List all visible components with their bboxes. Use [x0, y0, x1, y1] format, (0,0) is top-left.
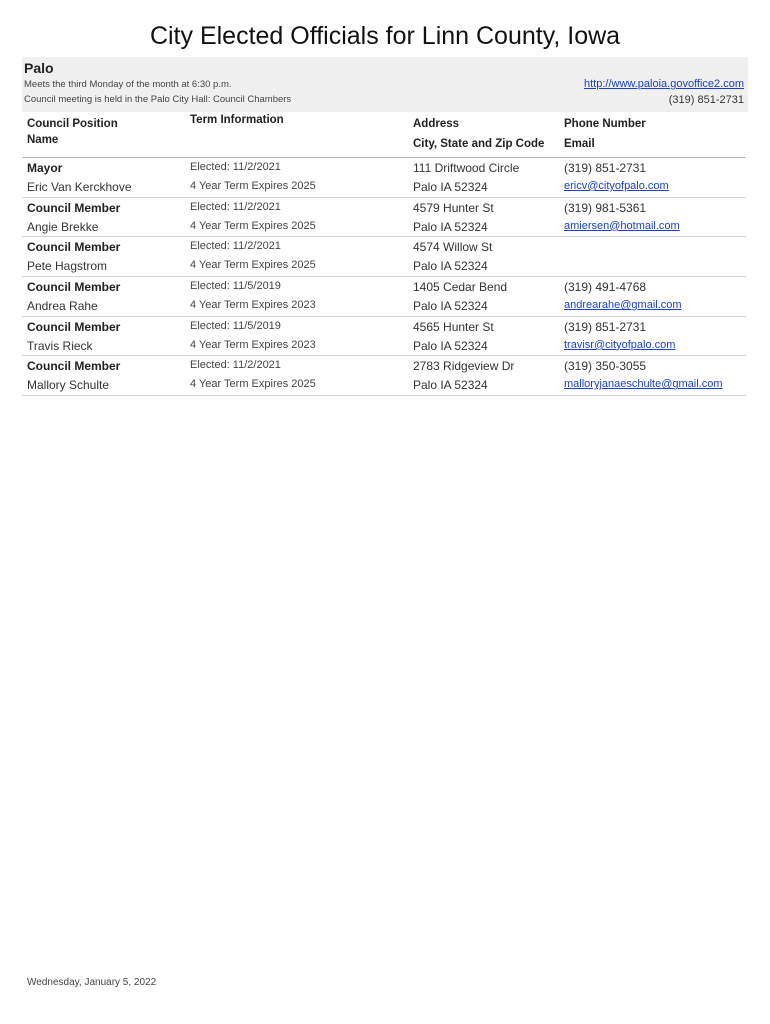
table-row [22, 356, 746, 396]
table-row [22, 198, 746, 238]
meeting-schedule: Meets the third Monday of the month at 6:30 p.m. [24, 79, 232, 90]
position-cell: Council Member [27, 200, 121, 215]
position-cell: Council Member [27, 319, 121, 334]
term-cell: 4 Year Term Expires 2023 [190, 338, 316, 351]
name-cell: Travis Rieck [27, 338, 93, 353]
address-cell: 111 Driftwood Circle [413, 161, 520, 175]
term-cell: 4 Year Term Expires 2025 [190, 219, 316, 232]
elected-cell: Elected: 11/2/2021 [190, 200, 281, 213]
name-cell: Andrea Rahe [27, 299, 98, 314]
footer-date: Wednesday, January 5, 2022 [27, 977, 157, 988]
email-link[interactable]: travisr@cityofpalo.com [564, 338, 676, 351]
column-header-phone [564, 116, 646, 152]
city-website-link[interactable]: http://www.paloia.govoffice2.com [584, 78, 744, 90]
city-name: Palo [24, 60, 54, 76]
city-zip-cell: Palo IA 52324 [413, 219, 488, 234]
column-header-phone-label: Phone Number [564, 118, 646, 130]
city-zip-cell: Palo IA 52324 [413, 259, 488, 274]
term-cell: 4 Year Term Expires 2023 [190, 299, 316, 312]
address-cell: 4579 Hunter St [413, 200, 494, 215]
phone-cell: (319) 851-2731 [564, 319, 647, 334]
name-cell: Pete Hagstrom [27, 259, 108, 274]
position-cell: Council Member [27, 280, 121, 295]
column-header-position [27, 116, 118, 148]
term-cell: 4 Year Term Expires 2025 [190, 378, 316, 391]
elected-cell: Elected: 11/5/2019 [190, 319, 281, 332]
phone-cell: (319) 350-3055 [564, 359, 647, 374]
table-row [22, 317, 746, 357]
email-link[interactable]: malloryjanaeschulte@gmail.com [564, 378, 723, 391]
term-cell: 4 Year Term Expires 2025 [190, 259, 316, 272]
city-zip-cell: Palo IA 52324 [413, 180, 488, 194]
city-zip-cell: Palo IA 52324 [413, 378, 488, 393]
phone-cell: (319) 981-5361 [564, 200, 647, 215]
column-header-cityzip-label: City, State and Zip Code [413, 138, 545, 150]
city-zip-cell: Palo IA 52324 [413, 338, 488, 353]
position-cell: Council Member [27, 359, 121, 374]
column-header-name-label: Name [27, 134, 59, 146]
city-zip-cell: Palo IA 52324 [413, 299, 488, 314]
position-cell: Mayor [27, 161, 63, 175]
city-header [22, 57, 748, 112]
email-link[interactable]: andrearahe@gmail.com [564, 299, 682, 312]
table-row [22, 237, 746, 277]
column-header-address [413, 116, 544, 152]
table-row [22, 158, 746, 198]
elected-cell: Elected: 11/2/2021 [190, 161, 281, 173]
column-header-position-label: Council Position [27, 118, 118, 130]
term-cell: 4 Year Term Expires 2025 [190, 180, 316, 192]
officials-table [22, 158, 746, 396]
name-cell: Angie Brekke [27, 219, 99, 234]
page-title: City Elected Officials for Linn County, Iowa [149, 22, 621, 50]
column-header-email-label: Email [564, 138, 595, 150]
elected-cell: Elected: 11/2/2021 [190, 240, 281, 253]
name-cell: Eric Van Kerckhove [27, 180, 132, 194]
email-link[interactable]: ericv@cityofpalo.com [564, 180, 669, 192]
email-link[interactable]: amiersen@hotmail.com [564, 219, 680, 232]
elected-cell: Elected: 11/2/2021 [190, 359, 281, 372]
city-phone: (319) 851-2731 [668, 94, 744, 106]
address-cell: 1405 Cedar Bend [413, 280, 508, 295]
address-cell: 4565 Hunter St [413, 319, 494, 334]
address-cell: 2783 Ridgeview Dr [413, 359, 515, 374]
address-cell: 4574 Willow St [413, 240, 493, 255]
phone-cell: (319) 491-4768 [564, 280, 647, 295]
phone-cell: (319) 851-2731 [564, 161, 647, 175]
name-cell: Mallory Schulte [27, 378, 110, 393]
column-header-term: Term Information [190, 114, 284, 126]
column-header-address-label: Address [413, 118, 460, 130]
meeting-location: Council meeting is held in the Palo City Hall: Council Chambers [24, 94, 292, 105]
table-row [22, 277, 746, 317]
position-cell: Council Member [27, 240, 121, 255]
elected-cell: Elected: 11/5/2019 [190, 280, 281, 293]
